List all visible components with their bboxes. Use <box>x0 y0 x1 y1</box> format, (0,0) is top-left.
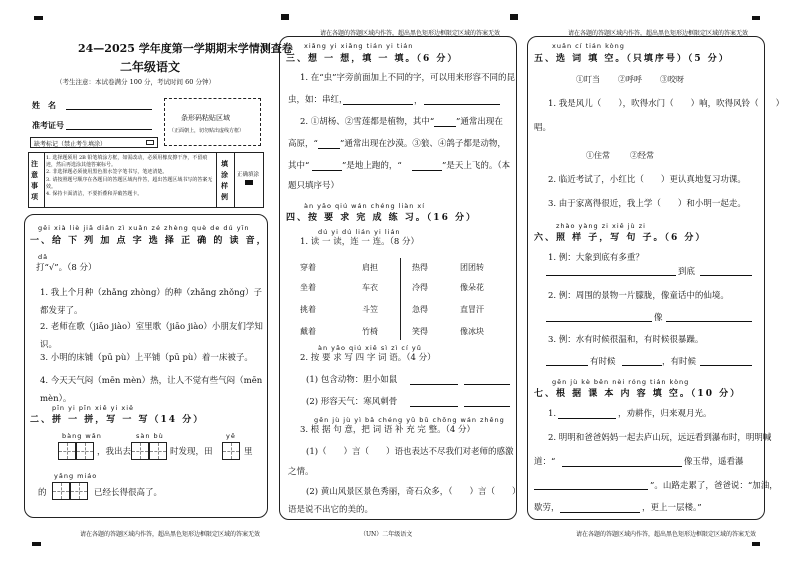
answer-grid-cell[interactable] <box>70 482 88 500</box>
q3-line: 虫，如：串红， <box>288 95 348 105</box>
comma: ， <box>414 96 423 106</box>
q4-s3b2: 语是说不出它的美的。 <box>288 505 374 515</box>
match-word[interactable]: 挑着 <box>300 305 316 314</box>
bottom-banner: 请在各题的答题区域内作答，超出黑色矩形边框限定区域的答案无效 <box>576 531 757 538</box>
registration-mark <box>281 14 289 20</box>
q4-sub3: 3. 根 据 句 意，把 词 语 补 充 完 整。（4 分） <box>300 425 475 435</box>
barcode-area <box>164 98 261 146</box>
match-word[interactable]: 急得 <box>412 305 428 314</box>
q6-e3b2: ，有时候 <box>662 357 697 367</box>
q4-s3a1: (1)（ ）言（ ）语也表达不尽我们对老师的感激 <box>306 447 514 457</box>
q5-s1b: 唱。 <box>534 123 552 133</box>
top-banner: 请在各题的答题区域内作答，超出黑色矩形边框限定区域的答案无效 <box>568 30 749 37</box>
absent-label: 缺考标记（禁止考生填涂） <box>34 141 107 148</box>
match-word[interactable]: 冷得 <box>412 283 428 292</box>
answer-grid-cell[interactable] <box>149 442 167 460</box>
answer-grid-cell[interactable] <box>76 442 94 460</box>
q4-blank[interactable] <box>464 375 510 385</box>
fill-sample-label: 填涂样例 <box>221 159 228 201</box>
match-word[interactable]: 直冒汗 <box>460 305 484 314</box>
q4-blank[interactable] <box>464 397 510 407</box>
q4-s3b1: (2) 黄山风景区景色秀丽，奇石众多，（ ）言（ ） <box>306 487 521 497</box>
q3-blank[interactable] <box>318 139 340 149</box>
registration-mark <box>32 542 41 546</box>
q5-pinyin: xuǎn cí tián kòng <box>552 42 625 50</box>
q6-e2b: 像 <box>654 313 663 323</box>
q3-blank[interactable] <box>312 161 342 171</box>
q1-item: 4. 今天天气闷（mēn mèn）热，让人不觉有些气闷（mēn mèn）。 <box>40 376 263 404</box>
q3-blank[interactable] <box>412 161 442 171</box>
q3-line: 1. 在“虫”字旁前面加上不同的字，可以用来形容不同的昆 <box>300 73 516 83</box>
q4-sub1: 1. 读 一 读，连 一 连。（8 分） <box>300 237 419 247</box>
exam-subtitle: 二年级语文 <box>120 60 181 74</box>
q2-title: 二、拼 一 拼，写 一 写（14 分） <box>30 415 205 425</box>
registration-mark <box>752 16 760 20</box>
q3-line: 其中“ <box>288 161 310 171</box>
q1-item: 2. 老师在歌（jiāo jiào）室里歌（jiāo jiào）小朋友们学知识。 <box>40 322 263 350</box>
q7-s1: ，劝耕作，归来观月光。 <box>618 409 712 419</box>
top-banner: 请在各题的答题区域内作答，超出黑色矩形边框限定区域的答案无效 <box>320 30 501 37</box>
q6-e1b: 到底 <box>678 267 696 277</box>
q7-blank[interactable] <box>560 503 640 513</box>
q5-option: ①住常 <box>586 151 610 160</box>
answer-grid-cell[interactable] <box>52 482 70 500</box>
name-field[interactable] <box>66 100 152 110</box>
q4-s3a2: 之情。 <box>288 467 314 477</box>
q2-text: 里 <box>244 447 253 457</box>
notice-items <box>46 155 214 198</box>
q5-option: ②呼呼 <box>618 75 642 84</box>
q4-blank[interactable] <box>410 375 458 385</box>
match-word[interactable]: 团团转 <box>460 263 484 272</box>
match-word[interactable]: 穿着 <box>300 263 316 272</box>
match-word[interactable]: 坐着 <box>300 283 316 292</box>
q6-pinyin: zhào yàng zi xiě jù zi <box>556 222 646 230</box>
q7-title: 七、根 据 课 本 内 容 填 空。（10 分） <box>534 389 742 399</box>
q2-pinyin: pīn yi pīn xiě yi xiě <box>52 404 135 412</box>
q6-blank[interactable] <box>546 356 588 366</box>
q3-blank[interactable] <box>434 117 456 127</box>
q1-cont: 打“√”。（8 分） <box>36 263 97 273</box>
q3-line: ”通常出现在 <box>456 117 503 127</box>
fill-sample-mark <box>245 180 253 185</box>
q2-text: 已经长得很高了。 <box>94 488 163 498</box>
q6-blank[interactable] <box>546 312 652 322</box>
q5-option: ②经常 <box>630 151 654 160</box>
q6-e1: 1. 例：大象到底有多重？ <box>548 253 644 263</box>
q4-sub3-pinyin: gēn jù jù yì bǎ chéng yǔ bǔ chōng wán zhěng <box>314 416 505 424</box>
notice-item: 4. 保持卡面清洁，不要折叠和弄破答题卡。 <box>46 191 143 198</box>
name-label: 姓 名 <box>32 100 56 110</box>
match-word[interactable]: 肩担 <box>362 263 378 272</box>
barcode-note: （正面朝上，切勿贴出虚线方框） <box>169 128 245 134</box>
q6-e2: 2. 例：周围的景物一片朦胧，像童话中的仙境。 <box>548 291 729 301</box>
q3-blank[interactable] <box>424 95 500 105</box>
q7-s2e: 歇劳， <box>534 503 560 513</box>
q3-pinyin: xiǎng yi xiǎng tián yi tián <box>304 42 414 50</box>
q6-e3: 3. 例：水有时候很温和，有时候很暴躁。 <box>548 335 704 345</box>
q6-title: 六、照 样 子，写 句 子。（6 分） <box>534 233 707 243</box>
answer-grid-cell[interactable] <box>58 442 76 460</box>
q7-blank[interactable] <box>534 480 648 490</box>
q3-line: 高原，“ <box>288 139 318 149</box>
q2-py2: sàn bù <box>136 432 164 440</box>
q4-s2a: (1) 包含动物：胆小如鼠 <box>306 375 398 385</box>
q2-text: 时发现，田 <box>170 447 213 457</box>
q3-line: 2. ①胡杨、②雪莲都是植物，其中“ <box>300 117 435 127</box>
match-word[interactable]: 车衣 <box>362 283 378 292</box>
q6-blank[interactable] <box>622 356 662 366</box>
q4-title: 四、按 要 求 完 成 练 习。（16 分） <box>286 213 477 223</box>
bottom-banner: 请在各题的答题区域内作答，超出黑色矩形边框限定区域的答案无效 <box>80 531 261 538</box>
match-word[interactable]: 竹椅 <box>362 327 378 336</box>
id-label: 准考证号 <box>32 120 64 130</box>
q6-blank[interactable] <box>700 266 752 276</box>
registration-mark <box>34 16 43 20</box>
q4-sub1-pinyin: dú yi dú lián yi lián <box>318 228 401 236</box>
q2-py3: yě <box>226 432 236 440</box>
divider <box>234 152 235 208</box>
q7-pinyin: gēn jù kè běn nèi róng tián kòng <box>552 378 690 386</box>
registration-mark <box>510 14 518 20</box>
q7-s2c: 像玉带，遥看瀑 <box>684 457 744 467</box>
q7-s2: 2. 明明和爸爸妈妈一起去庐山玩，远远看到瀑布时，明明喊 <box>548 433 772 443</box>
q5-s3: 3. 由于家离得很近，我上学（ ）和小明一起走。 <box>548 199 746 209</box>
q1-da-pinyin: dǎ <box>38 253 49 261</box>
exam-title: 24—2025 学年度第一学期期末学情测查卷 <box>78 42 293 55</box>
q6-blank[interactable] <box>700 356 752 366</box>
q3-line: ”通常出现在沙漠。③狼、④鸽子都是动物， <box>340 139 506 149</box>
q5-title: 五、选 词 填 空。（只填序号）（5 分） <box>534 54 730 64</box>
q5-option: ③咬呀 <box>660 75 684 84</box>
match-word[interactable]: 斗笠 <box>362 305 378 314</box>
answer-grid-cell[interactable] <box>222 442 240 460</box>
exam-note: （考生注意：本试卷满分 100 分，考试时间 60 分钟） <box>56 78 215 86</box>
q2-text: 的 <box>38 488 47 498</box>
q2-py4: yǎng miáo <box>54 472 98 480</box>
q3-title: 三、想 一 想，填 一 填。（6 分） <box>286 54 459 64</box>
q7-blank[interactable] <box>558 409 616 419</box>
footer-label: （UN）二年级语文 <box>360 531 413 538</box>
match-word[interactable]: 热得 <box>412 263 428 272</box>
correct-fill-label: 正确填涂 <box>237 172 260 178</box>
q6-e3b1: 有时候 <box>590 357 616 367</box>
q2-py1: bàng wǎn <box>62 432 102 440</box>
answer-grid-cell[interactable] <box>131 442 149 460</box>
notice-item: 1. 选择题须用 2B 铅笔填涂方框，如需改动，必须用橡皮擦干净，不留痕迹，然后再选涂其他答案标号。 <box>46 155 208 169</box>
q7-s2d: ”。山路走累了，爸爸说：“加油， <box>650 481 778 491</box>
q2-text: ，我出去 <box>97 447 132 457</box>
q1-pinyin: gěi xià liè jiā diǎn zì xuǎn zé zhèng què de dú yīn <box>38 224 250 232</box>
q3-line: 题只填序号） <box>288 181 340 191</box>
absent-checkbox[interactable] <box>146 140 154 145</box>
q4-blank[interactable] <box>410 397 458 407</box>
divider <box>216 152 217 208</box>
q4-sub2-pinyin: àn yāo qiú xiě sì zì cí yǔ <box>318 344 422 352</box>
q1-title: 一、给 下 列 加 点 字 选 择 正 确 的 读 音， <box>30 236 268 246</box>
q3-line: ”是天上飞的。（本 <box>442 161 511 171</box>
q6-blank[interactable] <box>546 266 676 276</box>
q3-blank[interactable] <box>343 95 413 105</box>
q7-blank[interactable] <box>562 457 682 467</box>
q6-blank[interactable] <box>666 312 752 322</box>
id-field[interactable] <box>66 120 152 130</box>
q7-s2b: 道：“ <box>534 457 556 467</box>
q1-item: 1. 我上个月种（zhǎng zhòng）的种（zhǎng zhǒng）子都发芽了。 <box>40 288 263 316</box>
q3-line: ”是地上跑的，“ <box>342 161 402 171</box>
match-word[interactable]: 笑得 <box>412 327 428 336</box>
match-word[interactable]: 像朵花 <box>460 283 484 292</box>
q5-s1a: 1. 我是风儿（ ），吹得水门（ ）响，吹得风铃（ ） <box>548 99 785 109</box>
column-divider <box>400 258 401 340</box>
notice-item: 2. 非选择题必须使用黑色墨水签字笔书写，笔迹清楚。 <box>46 169 168 176</box>
notice-label: 注意事项 <box>31 159 38 201</box>
q4-s2b: (2) 形容天气：寒风刺骨 <box>306 397 398 407</box>
notice-item: 3. 请按照题号顺序在各题目的答题区域内作答，超出答题区域书写的答案无效。 <box>46 176 213 190</box>
match-word[interactable]: 戴着 <box>300 327 316 336</box>
match-word[interactable]: 像冰块 <box>460 327 484 336</box>
q4-sub2: 2. 按 要 求 写 四 字 词 语。（4 分） <box>300 353 436 363</box>
q1-item: 3. 小明的床铺（pū pù）上平铺（pū pù）着一床被子。 <box>40 353 253 363</box>
q5-option: ①叮当 <box>576 75 600 84</box>
divider <box>44 152 45 208</box>
q7-num: 1. <box>548 409 557 419</box>
barcode-label: 条形码粘贴区域 <box>181 114 230 122</box>
registration-mark <box>752 542 760 546</box>
q5-s2: 2. 临近考试了，小红比（ ）更认真地复习功课。 <box>548 175 746 185</box>
q7-s2f: ，更上一层楼。” <box>642 503 702 513</box>
q4-pinyin: àn yāo qiú wán chéng liàn xí <box>304 202 426 210</box>
